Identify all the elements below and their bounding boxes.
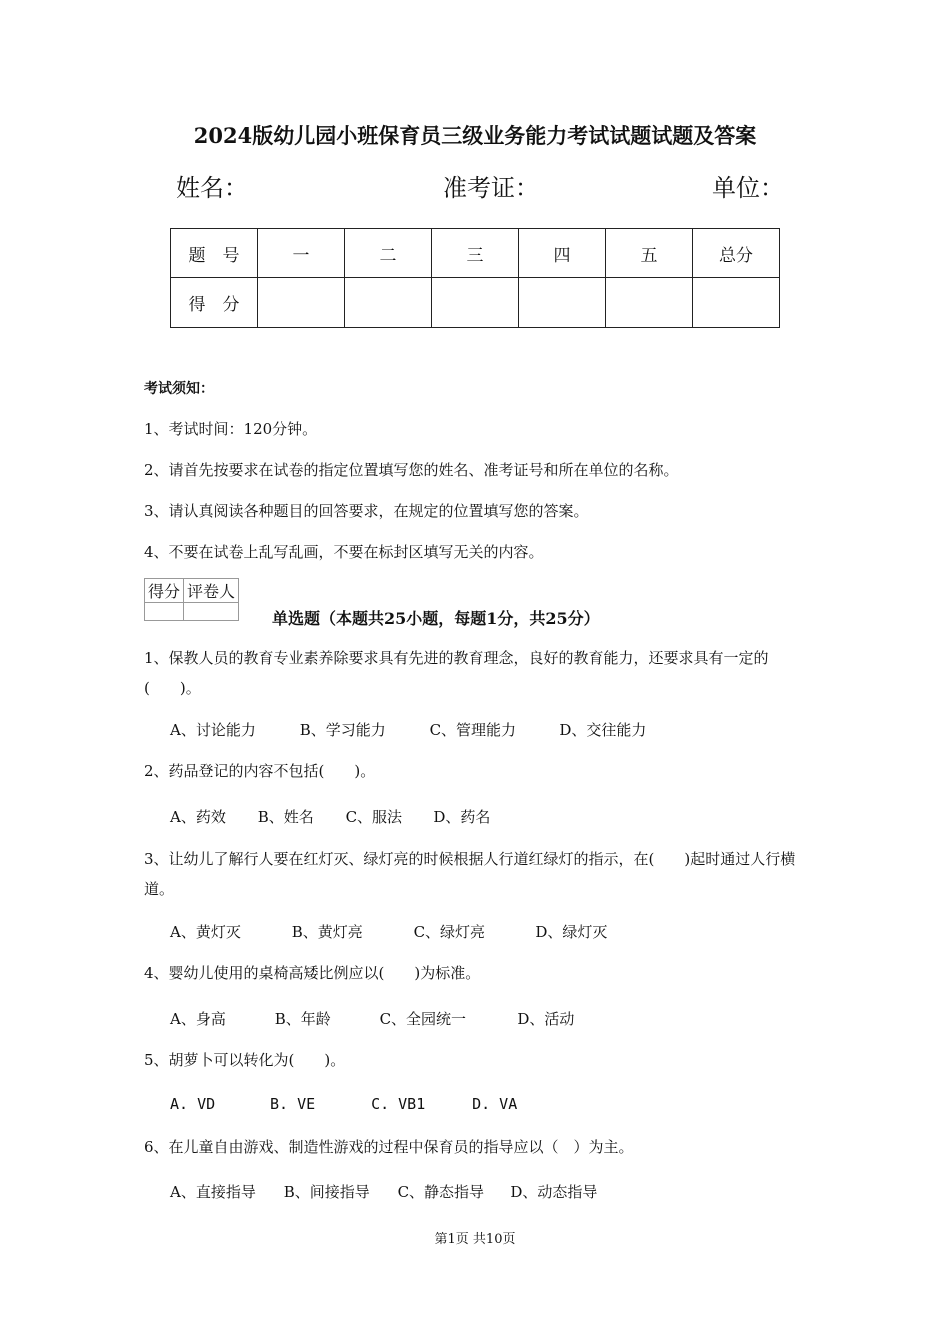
option-a[interactable]: A、身高	[170, 1010, 226, 1028]
score-table-header-cell: 四	[519, 229, 606, 278]
question-options	[170, 1181, 597, 1202]
option-a[interactable]: A、直接指导	[170, 1183, 256, 1201]
option-c[interactable]: C、绿灯亮	[413, 923, 486, 941]
document-title: 2024版幼儿园小班保育员三级业务能力考试试题试题及答案	[193, 123, 757, 148]
option-d[interactable]: D、活动	[517, 1010, 575, 1028]
name-field-label: 姓名：	[176, 174, 248, 202]
option-b[interactable]: B、年龄	[274, 1010, 331, 1028]
exam-number-field-label: 准考证：	[443, 174, 539, 202]
option-c[interactable]: C. VB1	[371, 1095, 426, 1113]
score-cell[interactable]	[519, 278, 606, 328]
score-cell[interactable]	[258, 278, 345, 328]
option-c[interactable]: C、静态指导	[397, 1183, 485, 1201]
score-cell[interactable]	[693, 278, 780, 328]
score-table-header-cell: 题 号	[171, 229, 258, 278]
grader-reviewer-cell[interactable]	[184, 603, 239, 621]
option-c[interactable]: C、服法	[345, 808, 403, 826]
question-options	[170, 1008, 574, 1029]
option-b[interactable]: B. VE	[270, 1095, 316, 1113]
section-title: 单选题（本题共25小题，每题1分，共25分）	[272, 609, 600, 628]
score-table-header-row	[171, 229, 780, 278]
grader-box	[144, 578, 239, 621]
score-cell[interactable]	[345, 278, 432, 328]
option-d[interactable]: D、药名	[433, 808, 491, 826]
page-footer: 第1页 共10页	[434, 1232, 516, 1247]
option-a[interactable]: A、药效	[170, 808, 226, 826]
option-a[interactable]: A、讨论能力	[170, 721, 256, 739]
score-row-label: 得 分	[171, 278, 258, 328]
score-table-score-row	[171, 278, 780, 328]
question-options	[170, 719, 646, 740]
unit-field-label: 单位：	[712, 174, 784, 202]
score-table-header-cell: 二	[345, 229, 432, 278]
option-b[interactable]: B、学习能力	[299, 721, 386, 739]
score-table-header-cell: 五	[606, 229, 693, 278]
notice-title: 考试须知：	[144, 381, 214, 397]
option-c[interactable]: C、管理能力	[429, 721, 517, 739]
question-text: 6、在儿童自由游戏、制造性游戏的过程中保育员的指导应以（ ）为主。	[144, 1138, 634, 1156]
option-d[interactable]: D. VA	[472, 1095, 518, 1113]
notice-item: 1、考试时间：120分钟。	[144, 420, 318, 438]
question-text: 3、让幼儿了解行人要在红灯灭、绿灯亮的时候根据人行道红绿灯的指示，在( )起时通过人行横道。	[144, 850, 796, 898]
score-cell[interactable]	[606, 278, 693, 328]
option-b[interactable]: B、间接指导	[283, 1183, 370, 1201]
option-d[interactable]: D、绿灯灭	[535, 923, 608, 941]
notice-item: 3、请认真阅读各种题目的回答要求，在规定的位置填写您的答案。	[144, 502, 589, 520]
notice-item: 4、不要在试卷上乱写乱画，不要在标封区填写无关的内容。	[144, 543, 544, 561]
question-text: 4、婴幼儿使用的桌椅高矮比例应以( )为标准。	[144, 964, 481, 982]
score-cell[interactable]	[432, 278, 519, 328]
question-text: 2、药品登记的内容不包括( )。	[144, 762, 376, 780]
option-d[interactable]: D、动态指导	[510, 1183, 598, 1201]
grader-score-label: 得分	[145, 579, 184, 603]
notice-item: 2、请首先按要求在试卷的指定位置填写您的姓名、准考证号和所在单位的名称。	[144, 461, 679, 479]
grader-score-cell[interactable]	[145, 603, 184, 621]
grader-reviewer-label: 评卷人	[184, 579, 239, 603]
score-table	[170, 228, 780, 328]
question-options	[170, 1095, 517, 1113]
question-text: 5、胡萝卜可以转化为( )。	[144, 1051, 346, 1069]
score-table-header-cell: 总分	[693, 229, 780, 278]
option-b[interactable]: B、姓名	[257, 808, 314, 826]
question-options	[170, 806, 490, 827]
candidate-info	[176, 168, 784, 202]
question-options	[170, 921, 607, 942]
option-c[interactable]: C、全园统一	[379, 1010, 467, 1028]
question-text: 1、保教人员的教育专业素养除要求具有先进的教育理念，良好的教育能力，还要求具有一定的( )。	[144, 649, 769, 697]
score-table-header-cell: 一	[258, 229, 345, 278]
option-d[interactable]: D、交往能力	[559, 721, 647, 739]
option-a[interactable]: A. VD	[170, 1095, 216, 1113]
score-table-header-cell: 三	[432, 229, 519, 278]
option-a[interactable]: A、黄灯灭	[170, 923, 241, 941]
option-b[interactable]: B、黄灯亮	[291, 923, 363, 941]
